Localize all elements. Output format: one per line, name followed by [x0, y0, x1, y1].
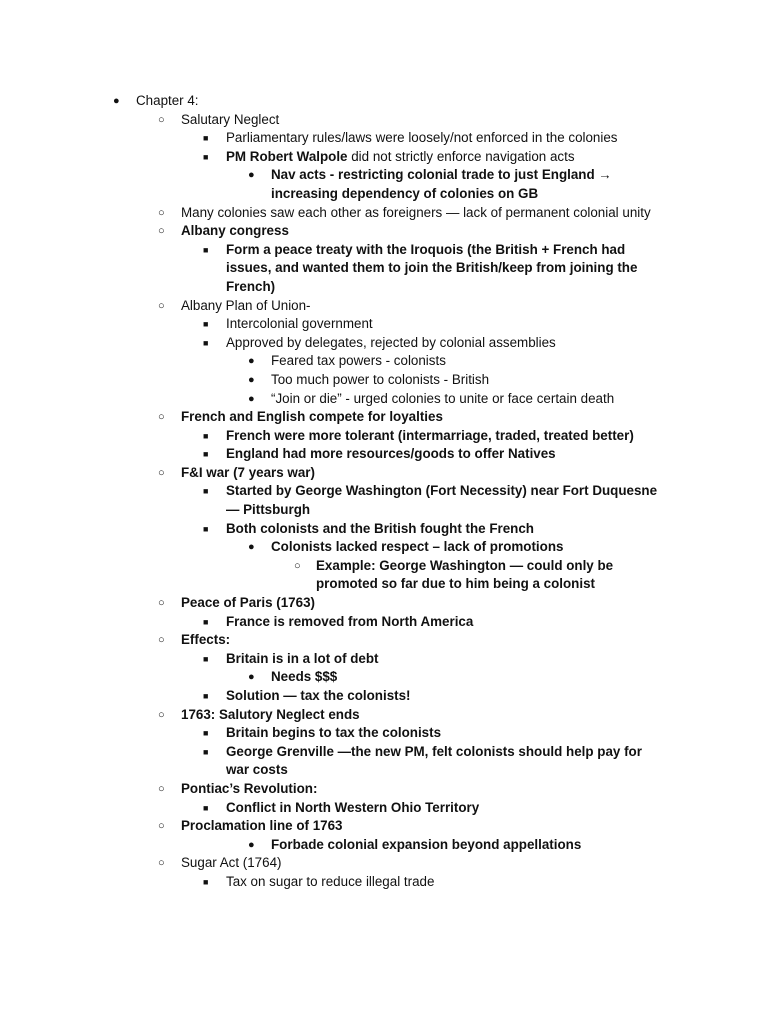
square-bullet-icon: ■: [203, 653, 209, 664]
item-text: Sugar Act (1764): [181, 855, 282, 871]
item-text: Albany congress: [181, 223, 289, 239]
square-bullet-icon: ■: [203, 691, 209, 701]
item-text: France is removed from North America: [226, 613, 474, 629]
list-item: [0, 743, 768, 762]
square-bullet-icon: ■: [203, 449, 209, 460]
item-text: Example: George Washington — could only be: [316, 557, 614, 573]
item-text: French were more tolerant (intermarriage, traded, treated better): [226, 427, 634, 443]
item-text: F&I war (7 years war): [181, 464, 315, 480]
item-text: 1763: Salutory Neglect ends: [181, 706, 360, 722]
circle-bullet-icon: ○: [294, 559, 301, 572]
circle-bullet-icon: ○: [158, 634, 165, 647]
list-item: [0, 464, 768, 483]
list-item: [0, 408, 768, 427]
circle-bullet-icon: ○: [158, 857, 165, 870]
item-text: Forbade colonial expansion beyond appellations: [271, 836, 582, 852]
disc-bullet-icon: ●: [248, 838, 255, 851]
list-item-continuation: [0, 575, 768, 594]
item-text: French): [226, 278, 276, 294]
square-bullet-icon: ■: [203, 337, 209, 348]
item-text: Albany Plan of Union-: [181, 297, 311, 313]
item-text: Chapter 4:: [136, 93, 199, 108]
list-item-continuation: [0, 501, 768, 520]
list-item: [0, 873, 768, 892]
item-text: French and English compete for loyalties: [181, 409, 443, 425]
list-item: [0, 538, 768, 557]
list-item: [0, 390, 768, 409]
list-item: [0, 334, 768, 353]
item-text: Approved by delegates, rejected by colonial assemblies: [226, 334, 556, 350]
circle-bullet-icon: ○: [158, 206, 165, 219]
item-text: increasing dependency of colonies on GB: [271, 185, 539, 201]
item-text: Peace of Paris (1763): [181, 595, 315, 611]
item-text: Started by George Washington (Fort Necessity) near Fort Duquesne: [226, 483, 658, 499]
item-text-rest: did not strictly enforce navigation acts: [347, 148, 575, 164]
circle-bullet-icon: ○: [158, 113, 165, 126]
item-text: Britain begins to tax the colonists: [226, 725, 442, 741]
list-item: [0, 706, 768, 725]
circle-bullet-icon: ○: [158, 299, 165, 312]
list-item: [0, 166, 768, 185]
list-item: [0, 315, 768, 334]
square-bullet-icon: ■: [203, 486, 209, 497]
square-bullet-icon: ■: [203, 430, 209, 441]
circle-bullet-icon: ○: [158, 708, 165, 721]
square-bullet-icon: ■: [203, 616, 209, 627]
list-item-continuation: [0, 761, 768, 780]
square-bullet-icon: ■: [203, 876, 209, 887]
list-item: [0, 111, 768, 130]
square-bullet-icon: ■: [203, 151, 209, 162]
list-item: [0, 854, 768, 873]
list-item: [0, 613, 768, 632]
list-item-continuation: [0, 259, 768, 278]
item-text: Form a peace treaty with the Iroquois (the British + French had: [226, 241, 626, 257]
list-item: [0, 799, 768, 818]
item-text: Conflict in North Western Ohio Territory: [226, 799, 480, 815]
circle-bullet-icon: ○: [158, 597, 165, 610]
list-item: [0, 371, 768, 390]
list-item: [0, 241, 768, 260]
square-bullet-icon: ■: [203, 746, 209, 757]
list-item-continuation: [0, 278, 768, 297]
list-item: [0, 482, 768, 501]
circle-bullet-icon: ○: [158, 225, 165, 238]
item-text: Many colonies saw each other as foreigners — lack of permanent colonial unity: [181, 204, 651, 220]
item-text: Feared tax powers - colonists: [271, 353, 446, 369]
item-text: [226, 148, 575, 167]
list-item-continuation: [0, 185, 768, 204]
item-text: Nav acts - restricting colonial trade to just England →: [271, 167, 612, 183]
square-bullet-icon: ■: [203, 244, 209, 255]
list-item: [0, 204, 768, 223]
disc-bullet-icon: ●: [248, 373, 255, 386]
circle-bullet-icon: ○: [158, 411, 165, 424]
item-text: issues, and wanted them to join the British/keep from joining the: [226, 260, 638, 276]
list-item: [0, 222, 768, 241]
item-text-bold: PM Robert Walpole: [226, 148, 348, 164]
list-item: [0, 836, 768, 855]
list-item: [0, 631, 768, 650]
square-bullet-icon: ■: [203, 523, 209, 534]
list-item: [0, 668, 768, 687]
item-text: Both colonists and the British fought the French: [226, 520, 534, 536]
list-item: [0, 148, 768, 167]
item-text: Too much power to colonists - British: [271, 371, 490, 387]
list-item: [0, 427, 768, 446]
item-text: Parliamentary rules/laws were loosely/not enforced in the colonies: [226, 130, 618, 146]
square-bullet-icon: ■: [203, 133, 209, 144]
list-item: [0, 650, 768, 669]
list-item: [0, 817, 768, 836]
list-item: [0, 352, 768, 371]
item-text: Needs $$$: [271, 669, 338, 685]
list-item: [0, 687, 768, 706]
list-item: [0, 445, 768, 464]
item-text: Intercolonial government: [226, 316, 373, 332]
item-text: Britain is in a lot of debt: [226, 650, 379, 666]
list-item: [0, 594, 768, 613]
item-text: — Pittsburgh: [226, 502, 311, 518]
item-text: Solution — tax the colonists!: [226, 688, 411, 703]
list-item: [0, 297, 768, 316]
square-bullet-icon: ■: [203, 319, 209, 330]
disc-bullet-icon: ●: [248, 541, 255, 554]
item-text: Effects:: [181, 632, 231, 648]
item-text: Pontiac’s Revolution:: [181, 780, 318, 796]
disc-bullet-icon: ●: [248, 169, 255, 182]
disc-bullet-icon: ●: [248, 671, 255, 684]
list-item: [0, 520, 768, 539]
list-item: [0, 724, 768, 743]
document-body: [0, 92, 768, 892]
item-text: Colonists lacked respect – lack of promotions: [271, 539, 564, 555]
square-bullet-icon: ■: [203, 728, 209, 739]
list-item: [0, 129, 768, 148]
disc-bullet-icon: ●: [248, 392, 255, 405]
item-text: Tax on sugar to reduce illegal trade: [226, 873, 435, 889]
circle-bullet-icon: ○: [158, 466, 165, 479]
item-text: Salutary Neglect: [181, 111, 280, 127]
item-text: promoted so far due to him being a colonist: [316, 576, 595, 592]
list-item: [0, 92, 768, 111]
item-text: George Grenville —the new PM, felt colonists should help pay for: [226, 743, 642, 759]
circle-bullet-icon: ○: [158, 820, 165, 833]
item-text: Proclamation line of 1763: [181, 818, 343, 834]
item-text: “Join or die” - urged colonies to unite or face certain death: [271, 390, 615, 406]
circle-bullet-icon: ○: [158, 782, 165, 795]
item-text: England had more resources/goods to offer Natives: [226, 446, 556, 462]
list-item: [0, 780, 768, 799]
item-text: war costs: [226, 762, 288, 778]
list-item: [0, 557, 768, 576]
disc-bullet-icon: ●: [248, 355, 255, 368]
square-bullet-icon: ■: [203, 802, 209, 813]
disc-bullet-icon: ●: [113, 95, 120, 107]
